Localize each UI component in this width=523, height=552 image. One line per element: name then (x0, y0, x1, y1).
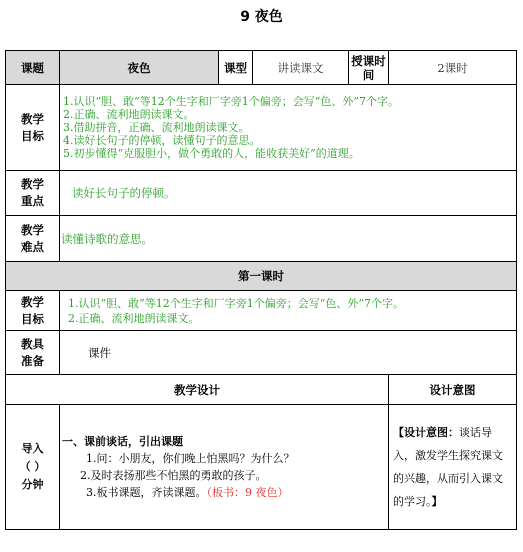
design-header-row (6, 375, 517, 405)
goal-item: 3.借助拼音，正确、流利地朗读课文。 (63, 121, 250, 134)
intro-item: 1.问：小朋友，你们晚上怕黑吗？为什么？ (86, 452, 295, 465)
intro-content (60, 405, 389, 530)
goals-list (60, 85, 517, 171)
intro-label: 导入 （ ） 分钟 (6, 405, 60, 530)
header-row (6, 51, 517, 85)
goals2-label: 教学目标 (6, 291, 60, 331)
intent-header: 设计意图 (389, 375, 517, 405)
difficulty-row (6, 216, 517, 262)
goal-item: 2.正确、流利地朗读课文。 (68, 311, 200, 325)
goal-item: 1.认识“胆、敢”等12个生字和厂字旁1个偏旁；会写“色、外”7个字。 (63, 95, 399, 108)
intro-row (6, 405, 517, 530)
lesson-plan-table (5, 50, 517, 530)
lesson-type-label: 课型 (219, 51, 253, 85)
difficulty-text: 读懂诗歌的意思。 (60, 216, 517, 262)
first-lesson-row (6, 262, 517, 291)
intro-intent: 【设计意图：谈话导入，激发学生探究课文的兴趣，从而引入课文的学习。】 (389, 405, 517, 530)
key-text: 读好长句子的停顿。 (60, 171, 517, 216)
tools-row (6, 331, 517, 375)
key-label: 教学重点 (6, 171, 60, 216)
goals-row (6, 85, 517, 171)
topic-value: 夜色 (60, 51, 219, 85)
first-lesson-heading: 第一课时 (6, 262, 517, 291)
goals-label: 教学目标 (6, 85, 60, 171)
difficulty-label: 教学难点 (6, 216, 60, 262)
intro-item: 2.及时表扬那些不怕黑的勇敢的孩子。 (80, 469, 267, 482)
topic-label: 课题 (6, 51, 60, 85)
intro-heading: 一、课前谈话，引出课题 (62, 435, 183, 448)
goal-item: 5.初步懂得“克服胆小，做个勇敢的人，能收获美好”的道理。 (63, 147, 360, 160)
goals2-list (60, 291, 517, 331)
tools-text: 课件 (60, 331, 517, 375)
board-note: （板书：9 夜色） (206, 486, 289, 499)
goal-item: 2.正确、流利地朗读课文。 (63, 108, 195, 121)
class-time-value: 2课时 (389, 51, 517, 85)
key-row (6, 171, 517, 216)
lesson-type-value: 讲读课文 (253, 51, 349, 85)
design-header: 教学设计 (6, 375, 389, 405)
class-time-label: 授课时间 (349, 51, 389, 85)
goal-item: 1.认识“胆、敢”等12个生字和厂字旁1个偏旁；会写“色、外”7个字。 (68, 296, 404, 310)
document-title: 9 夜色 (240, 9, 283, 25)
goal-item: 4.读好长句子的停顿，读懂句子的意思。 (63, 134, 261, 147)
tools-label: 教具准备 (6, 331, 60, 375)
goals2-row (6, 291, 517, 331)
intro-item: 3.板书课题，齐读课题。（板书：9 夜色） (86, 486, 289, 499)
